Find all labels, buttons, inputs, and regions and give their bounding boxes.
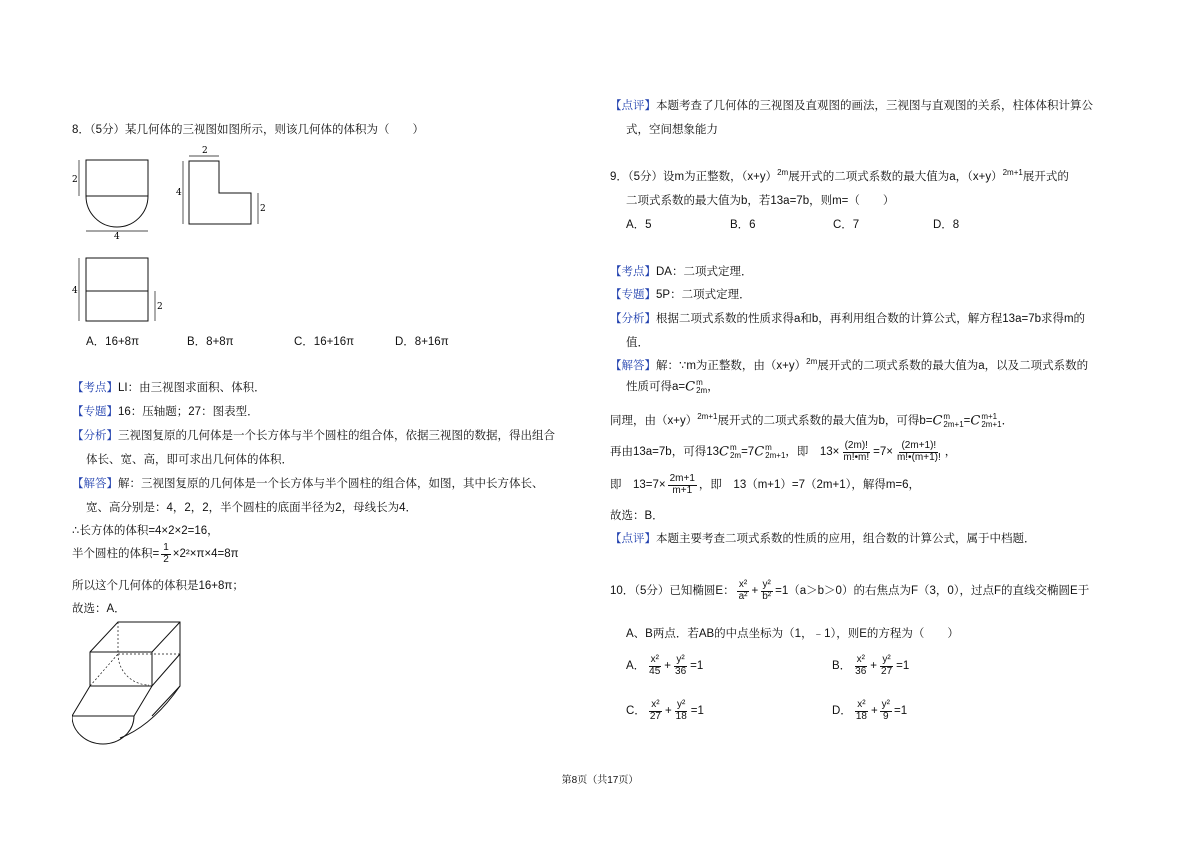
option-label: C． (626, 705, 646, 718)
jieda-a: 解：∵m为正整数，由（x+y） (656, 360, 807, 372)
top-view-figure (72, 255, 167, 325)
q10-stem-2: A、B两点．若AB的中点坐标为（1，﹣1），则E的方程为（ ） (626, 628, 959, 640)
tag-review: 【点评】 (610, 533, 656, 545)
fenxi-text: 根据二项式系数的性质求得a和b，再利用组合数的计算公式，解方程13a=7b求得m的 (656, 313, 1086, 325)
side-small-label: 2 (260, 204, 266, 214)
f2-num: (2m+1)! (901, 440, 937, 451)
q10-mid: =1（a＞b＞0）的右焦点为F（3，0），过点F的直线交椭圆E于 (775, 585, 1090, 598)
tong-pre: 同理，由（x+y） (610, 415, 698, 427)
front-h-label: 2 (72, 175, 78, 185)
c-sub-2: 2m+1 (943, 419, 964, 429)
q9-fenxi-2: 值． (626, 337, 649, 349)
f1-den: m!•m! (843, 451, 870, 463)
tag-kaodian: 【考点】 (610, 266, 656, 278)
q9-option-b: B．6 (730, 219, 756, 231)
option-fraction-x (647, 655, 662, 677)
zai-eq2: =7× (873, 446, 893, 459)
tag-review: 【点评】 (610, 100, 656, 112)
option-eq: =1 (894, 705, 908, 718)
page-footer: 第8页（共17页） (561, 775, 639, 786)
q8-jieda-2: 宽、高分别是：4，2，2，半个圆柱的底面半径为2，母线长为4． (86, 502, 417, 514)
option-fraction-x (853, 655, 868, 677)
c-sub-3: 2m+1 (981, 419, 1002, 429)
frac-num: y² (882, 654, 891, 665)
frac-den: 18 (855, 710, 867, 722)
top-h-label: 4 (72, 286, 78, 296)
q8-option-a: A．16+8π (86, 336, 140, 348)
c-sup-3: m+1 (981, 411, 998, 421)
q8-option-d: D．8+16π (395, 336, 449, 348)
a2: a² (738, 590, 748, 602)
frac-den: 27 (649, 710, 661, 722)
side-view-figure (174, 143, 269, 228)
c-sup-5: m (765, 443, 772, 452)
zhuanti-text: 5P：二项式定理． (656, 289, 751, 301)
kaodian-text: LI：由三视图求面积、体积． (118, 382, 266, 394)
frac-num: x² (856, 654, 865, 665)
q9-jieda-2: 性质可得a=C m 2m ， (626, 377, 719, 395)
option-eq: =1 (690, 660, 704, 673)
option-fraction-y (880, 700, 892, 722)
tag-fenxi: 【分析】 (72, 430, 118, 442)
left-column (72, 0, 592, 848)
option-fraction-y (879, 655, 894, 677)
ji-pre: 即 13=7× (610, 479, 666, 492)
option-label: D． (832, 705, 852, 718)
b2: b² (762, 590, 772, 602)
frac-num: y² (881, 699, 890, 710)
q9-tongli: 同理，由$(x+y)^{2m+1}$展开式的二项式系数的最大值为b，可得b=C m 2m+1 =C m+1 2m+1 ． (610, 411, 1014, 429)
q9-zaiyou: 再由13a=7b，可得13C m 2m =7C m 2m+1 ，即 13× $\frac{(2m)!}{m!•m!}$ =7× $\frac{(2m+1)!}{m!•(m+1)!}$ ， (610, 440, 957, 463)
frac-den: 18 (675, 710, 687, 722)
tag-kaodian: 【考点】 (72, 382, 118, 394)
q8-choice: 故选：A． (72, 603, 126, 615)
q9-sup2: 2m+1 (1002, 168, 1023, 178)
tong-eq: = (963, 415, 971, 427)
q9-kaodian (610, 263, 752, 279)
q10-stem: 10．（5分）已知椭圆E： $\frac{\text{x²}}{\text{a²}}$ + $\frac{\text{y²}}{\text{b²}}$ =1（a＞b＞0）的右焦点为F（3，0），过点F的直线交椭圆E于 (610, 579, 1090, 602)
option-fraction-x (648, 700, 663, 722)
half-fraction (161, 543, 171, 565)
fraction-2 (895, 441, 943, 463)
q9-jieda (610, 357, 1088, 373)
c-sub-4: 2m (729, 451, 742, 460)
option-fraction-y (673, 655, 688, 677)
zhuanti-text: 16：压轴题；27：图表型． (118, 406, 259, 418)
cyl-pre: 半个圆柱的体积= (72, 548, 160, 561)
q10-option-a: A． $\frac{\text{x²}}{45}$ + $\frac{\text{y²}}{36}$ =1 (626, 654, 704, 677)
q9-choice: 故选：B． (610, 510, 664, 522)
q9-stem (610, 168, 1069, 184)
option-eq: =1 (690, 705, 704, 718)
f1-num: (2m)! (844, 440, 868, 451)
c-sup-4: m (729, 443, 737, 452)
frac-num: y² (676, 654, 685, 665)
front-w-label: 4 (114, 232, 120, 240)
right-column (610, 0, 1140, 848)
frac-num: x² (651, 699, 660, 710)
jieda-text: 解：三视图复原的几何体是一个长方体与半个圆柱的组合体，如图，其中长方体长、 (118, 478, 544, 490)
q8-jieda (72, 475, 544, 491)
cyl-post: ×2²×π×4=8π (172, 548, 239, 561)
frac-den: 36 (675, 665, 687, 677)
q8-review (610, 97, 1093, 113)
fenxi-text: 三视图复原的几何体是一个长方体与半个圆柱的组合体，依据三视图的数据，得出组合 (118, 430, 555, 442)
q9-stem-a: 9．（5分）设m为正整数，（x+y） (610, 171, 778, 183)
f3-den: m+1 (672, 484, 693, 496)
side-top-label: 2 (202, 146, 208, 156)
option-label: B． (832, 660, 852, 673)
option-fraction-x (854, 700, 869, 722)
zai-eq: =7 (741, 446, 755, 459)
review-text: 本题主要考查二项式系数的性质的应用，组合数的计算公式，属于中档题． (656, 533, 1036, 545)
f2-den: m!•(m+1)! (896, 451, 941, 463)
q8-cyl-volume (72, 543, 239, 565)
tag-fenxi: 【分析】 (610, 313, 656, 325)
frac-num: y² (677, 699, 686, 710)
jieda-sup: 2m (806, 357, 818, 367)
q8-fenxi-2: 体长、宽、高，即可求出几何体的体积． (86, 454, 293, 466)
q9-ji (610, 474, 920, 496)
q10-option-b: B． $\frac{\text{x²}}{36}$ + $\frac{\text{y²}}{27}$ =1 (832, 654, 910, 677)
c-sub: 2m (696, 385, 708, 395)
review-text: 本题考查了几何体的三视图及直观图的画法，三视图与直观图的关系，柱体体积计算公 (656, 100, 1093, 112)
tag-zhuanti: 【专题】 (610, 289, 656, 301)
side-h-label: 4 (176, 188, 182, 198)
q9-option-c: C．7 (833, 219, 860, 231)
f3-num: 2m+1 (669, 473, 695, 484)
top-small-label: 2 (157, 302, 163, 312)
q9-fenxi (610, 310, 1085, 326)
frac-den: 45 (649, 665, 661, 677)
y2: y² (762, 579, 771, 590)
frac-den: 27 (881, 665, 893, 677)
c-sup: m (696, 377, 703, 387)
q10-option-d: D． $\frac{\text{x²}}{18}$ + $\frac{\text{y²}}{9}$ =1 (832, 699, 908, 722)
q8-total: 所以这个几何体的体积是16+8π； (72, 580, 244, 592)
q9-option-d: D．8 (933, 219, 960, 231)
jieda-2-text: 性质可得a= (626, 381, 686, 393)
c-sup-2: m (943, 411, 951, 421)
frac-den: 36 (855, 665, 867, 677)
frac-x2-a2 (737, 580, 750, 602)
q8-option-b: B．8+8π (187, 336, 234, 348)
fraction-3 (668, 474, 697, 496)
q9-zhuanti (610, 286, 751, 302)
q8-kaodian (72, 379, 266, 395)
q8-box-volume: ∴长方体的体积=4×2×2=16， (72, 525, 219, 537)
option-label: A． (626, 660, 646, 673)
zai-pre: 再由13a=7b，可得13 (610, 446, 719, 459)
zai-ji: ，即 13× (785, 446, 840, 459)
c-sub-5: 2m+1 (765, 451, 786, 460)
q9-sup1: 2m (777, 168, 789, 178)
tag-zhuanti: 【专题】 (72, 406, 118, 418)
q9-stem-2: 二项式系数的最大值为b，若13a=7b，则m=（ ） (626, 195, 895, 207)
tong-mid: 展开式的二项式系数的最大值为b，可得b= (717, 415, 933, 427)
q10-option-c: C． $\frac{\text{x²}}{27}$ + $\frac{\text{y²}}{18}$ =1 (626, 699, 704, 722)
solid-3d-figure (72, 618, 187, 748)
ji-post: ，即 13（m+1）=7（2m+1），解得m=6， (698, 479, 921, 492)
q8-option-c: C．16+16π (294, 336, 355, 348)
frac-den: 2 (163, 553, 169, 565)
frac-num: x² (857, 699, 866, 710)
q8-zhuanti (72, 403, 259, 419)
tong-sup: 2m+1 (697, 412, 718, 422)
frac-num: x² (650, 654, 659, 665)
frac-den: 9 (883, 710, 889, 722)
frac-y2-b2 (760, 580, 773, 602)
q9-review (610, 530, 1036, 546)
option-eq: =1 (896, 660, 910, 673)
option-fraction-y (674, 700, 689, 722)
tag-jieda: 【解答】 (610, 360, 656, 372)
q9-stem-b: 展开式的二项式系数的最大值为a，（x+y） (788, 171, 1003, 183)
q8-fenxi (72, 427, 555, 443)
tag-jieda: 【解答】 (72, 478, 118, 490)
q8-stem: 8．（5分）某几何体的三视图如图所示，则该几何体的体积为（ ） (72, 124, 425, 136)
kaodian-text: DA：二项式定理． (656, 266, 753, 278)
x2: x² (738, 579, 748, 590)
jieda-b: 展开式的二项式系数的最大值为a，以及二项式系数的 (817, 360, 1089, 372)
q8-review-2: 式，空间想象能力 (626, 124, 718, 136)
q9-stem-c: 展开式的 (1022, 171, 1069, 183)
q10-pre: 10．（5分）已知椭圆E： (610, 585, 735, 598)
frac-num: 1 (163, 542, 169, 553)
front-view-figure (72, 155, 152, 240)
fraction-1 (841, 441, 871, 463)
q9-option-a: A．5 (626, 219, 652, 231)
